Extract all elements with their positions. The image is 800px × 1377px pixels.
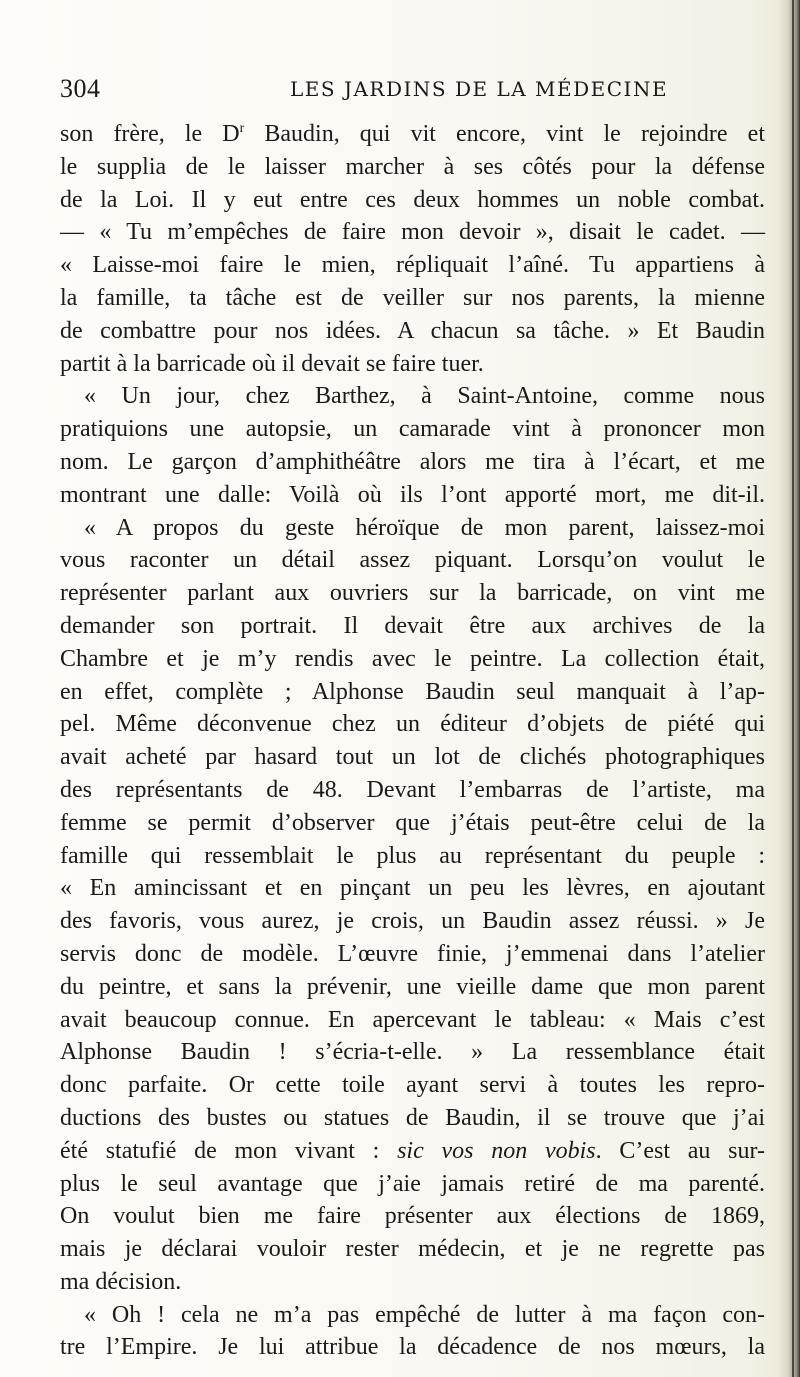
text-line: [60, 348, 765, 381]
text-line: [60, 1102, 765, 1135]
running-head: [60, 74, 780, 110]
text-line-main: servis donc de modèle. L’œuvre finie, j’emmenai dans l’atelier: [60, 940, 765, 967]
text-line-main: la famille, ta tâche est de veiller sur nos parents, la mienne: [60, 284, 765, 311]
text-line-main: demander son portrait. Il devait être aux archives de la: [60, 612, 765, 639]
text-line: [60, 1233, 765, 1266]
text-line-main: vous raconter un détail assez piquant. Lorsqu’on voulut le: [60, 547, 765, 574]
text-line: [60, 249, 765, 282]
text-line-main: ductions des bustes ou statues de Baudin, il se trouve que j’ai: [60, 1104, 765, 1131]
text-line: [60, 676, 765, 709]
running-title: LES JARDINS DE LA MÉDECINE: [290, 77, 669, 101]
text-line-main: de combattre pour nos idées. A chacun sa tâche. » Et Baudin: [60, 317, 765, 344]
text-line: [60, 1036, 765, 1069]
text-line-main: Alphonse Baudin ! s’écria-t-elle. » La ressemblance était: [60, 1039, 765, 1066]
text-line: [60, 807, 765, 840]
text-line-main: « Un jour, chez Barthez, à Saint-Antoine, comme nous: [84, 383, 765, 410]
text-line: [60, 512, 765, 545]
text-line: [60, 1168, 765, 1201]
text-line: [60, 774, 765, 807]
text-line-rest: . C’est au sur-: [595, 1137, 766, 1164]
text-line: [60, 905, 765, 938]
text-line-main: donc parfaite. Or cette toile ayant servi à toutes les repro-: [60, 1072, 765, 1099]
text-line-main: le supplia de le laisser marcher à ses côtés pour la défense: [60, 153, 765, 180]
text-line: [60, 1004, 765, 1037]
text-line: [60, 1135, 765, 1168]
text-line-main: mais je déclarai vouloir rester médecin, et je ne regrette pas: [60, 1236, 765, 1263]
text-line-main: avait beaucoup connue. En apercevant le tableau: « Mais c’est: [60, 1006, 765, 1033]
text-line-main: On voulut bien me faire présenter aux élections de 1869,: [60, 1203, 765, 1230]
text-line-main: femme se permit d’observer que j’étais peut-être celui de la: [60, 809, 765, 836]
text-line-main: des représentants de 48. Devant l’embarras de l’artiste, ma: [60, 776, 765, 803]
text-line: [60, 151, 765, 184]
text-line: [60, 643, 765, 676]
text-line: [60, 1266, 765, 1299]
text-line-rest: Baudin, qui vit encore, vint le rejoindre et: [244, 121, 765, 147]
text-line-main: été statufié de mon vivant :: [60, 1137, 398, 1164]
text-line-main: tre l’Empire. Je lui attribue la décadence de nos mœurs, la: [60, 1334, 765, 1361]
text-line-main: pratiquions une autopsie, un camarade vint à prononcer mon: [60, 416, 765, 443]
text-line: [60, 446, 765, 479]
body-text: [60, 118, 765, 1364]
text-line: [60, 380, 765, 413]
text-line: [60, 1299, 765, 1332]
text-line-main: en effet, complète ; Alphonse Baudin seul manquait à l’ap-: [60, 678, 765, 705]
page-number: 304: [60, 74, 101, 103]
text-line: [60, 1069, 765, 1102]
text-line-main: « En amincissant et en pinçant un peu les lèvres, en ajoutant: [60, 875, 765, 902]
text-line: [60, 544, 765, 577]
text-line: [60, 184, 765, 217]
text-line-main: « A propos du geste héroïque de mon parent, laissez-moi: [84, 514, 765, 541]
text-line: [60, 938, 765, 971]
page-edge-line: [792, 0, 794, 1377]
text-line-main: plus le seul avantage que j’aie jamais retiré de ma parenté.: [60, 1170, 765, 1197]
text-line: [60, 971, 765, 1004]
text-line-main: montrant une dalle: Voilà où ils l’ont apporté mort, me dit-il.: [60, 481, 765, 508]
text-line: [60, 216, 765, 249]
text-line: [60, 610, 765, 643]
text-line-main: — « Tu m’empêches de faire mon devoir », disait le cadet. —: [60, 219, 765, 246]
text-line: [60, 1200, 765, 1233]
text-line-main: représenter parlant aux ouvriers sur la barricade, on vint me: [60, 580, 765, 607]
italic-phrase: sic vos non vobis: [397, 1137, 596, 1164]
text-line-main: du peintre, et sans la prévenir, une vieille dame que mon parent: [60, 973, 765, 1000]
text-line: [60, 413, 765, 446]
text-line: [60, 577, 765, 610]
text-line-main: nom. Le garçon d’amphithéâtre alors me tira à l’écart, et me: [60, 448, 765, 475]
text-line-main: « Laisse-moi faire le mien, répliquait l’aîné. Tu appartiens à: [60, 252, 765, 279]
text-line-main: Chambre et je m’y rendis avec le peintre. La collection était,: [60, 645, 765, 672]
text-line: [60, 872, 765, 905]
text-line-main: famille qui ressemblait le plus au représentant du peuple :: [60, 842, 765, 869]
text-line-main: son frère, le D: [60, 121, 240, 147]
text-line: [60, 315, 765, 348]
text-line-main: partit à la barricade où il devait se faire tuer.: [60, 350, 484, 377]
text-line: [60, 741, 765, 774]
text-line: [60, 1331, 765, 1364]
superscript: r: [239, 121, 245, 136]
text-line-main: ma décision.: [60, 1268, 182, 1295]
text-line: [60, 479, 765, 512]
text-line: [60, 840, 765, 873]
text-line-main: de la Loi. Il y eut entre ces deux hommes un noble combat.: [60, 186, 765, 213]
text-line: [60, 118, 765, 151]
text-line: [60, 708, 765, 741]
text-line-main: « Oh ! cela ne m’a pas empêché de lutter à ma façon con-: [84, 1301, 765, 1328]
text-line-main: avait acheté par hasard tout un lot de clichés photographiques: [60, 744, 765, 771]
page-edge-shadow: [778, 0, 800, 1377]
text-line: [60, 282, 765, 315]
text-line-main: des favoris, vous aurez, je crois, un Baudin assez réussi. » Je: [60, 908, 765, 935]
text-line-main: pel. Même déconvenue chez un éditeur d’objets de piété qui: [60, 711, 765, 738]
